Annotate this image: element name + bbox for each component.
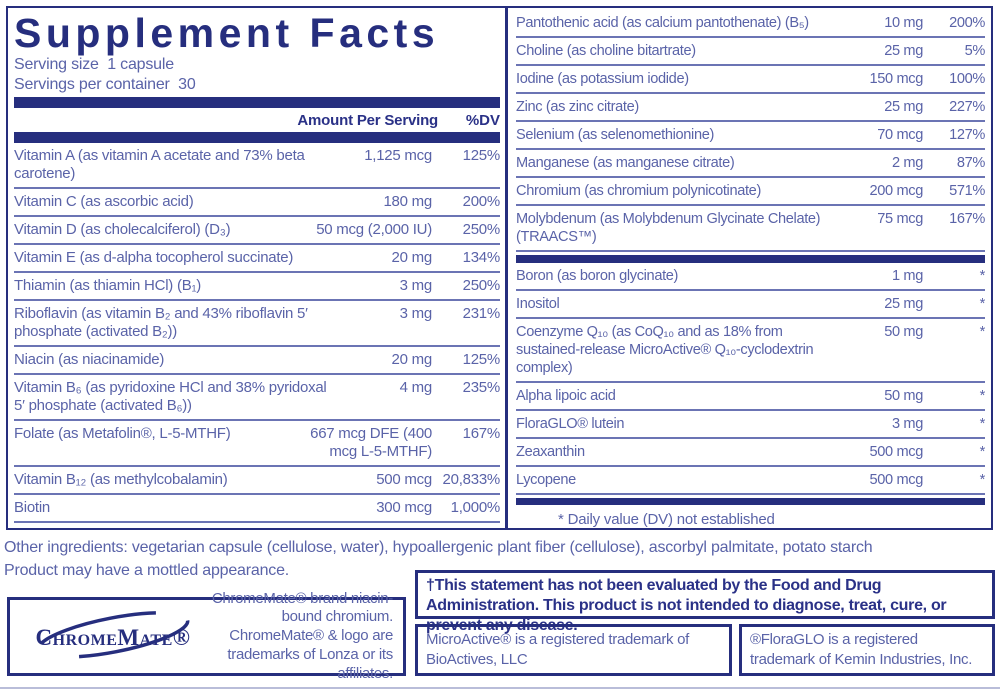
nutrient-name: Niacin (as niacinamide) [14, 351, 165, 369]
nutrient-dv: 235% [462, 379, 500, 397]
fda-disclaimer-text: †This statement has not been evaluated by the Food and Drug Administration. This product is not intended to diagnose, treat, cure, or prevent any disease. [426, 577, 947, 634]
nutrient-dv: 571% [949, 183, 985, 199]
table-row [14, 375, 500, 421]
nutrient-name: Vitamin C (as ascorbic acid) [14, 193, 194, 211]
chromemate-logo-text: ChromeMate® [35, 624, 191, 650]
nutrient-amount: 20 mg [391, 351, 432, 369]
nutrient-name: Vitamin B₆ (as pyridoxine HCl and 38% pyridoxal 5′ phosphate (activated B₆)) [14, 379, 327, 415]
nutrient-name: Biotin [14, 499, 51, 517]
nutrient-name: Molybdenum (as Molybdenum Glycinate Chelate) (TRAACS™) [516, 211, 821, 245]
microactive-trademark-text: MicroActive® is a registered trademark of BioActives, LLC [426, 631, 690, 669]
nutrient-dv: 1,000% [450, 499, 500, 517]
nutrient-dv: * [979, 387, 985, 404]
amount-header: Amount Per Serving [297, 112, 438, 130]
nutrient-dv: 227% [949, 99, 985, 115]
table-row [516, 38, 985, 66]
table-row [516, 150, 985, 178]
chromemate-trademark-text: ChromeMate® brand niacin-bound chromium. ChromeMate® & logo are trademarks of Lonza or its affiliates. [211, 589, 393, 682]
table-row [516, 263, 985, 291]
divider-bar [516, 498, 985, 506]
table-row [516, 291, 985, 319]
nutrient-dv: 100% [949, 71, 985, 87]
nutrient-dv: * [979, 295, 985, 312]
table-row [14, 143, 500, 189]
nutrient-name: Zinc (as zinc citrate) [516, 99, 639, 115]
nutrient-dv: 134% [462, 249, 500, 267]
nutrient-amount: 3 mg [891, 415, 923, 432]
bottom-divider-line [0, 687, 1000, 689]
microactive-box [415, 624, 732, 676]
dv-footnote: * Daily value (DV) not established [558, 511, 775, 528]
nutrient-dv: 250% [462, 221, 500, 239]
nutrient-dv: 125% [462, 147, 500, 165]
nutrient-amount: 75 mcg [877, 211, 923, 227]
table-row [14, 495, 500, 523]
nutrient-dv: 167% [462, 425, 500, 443]
nutrient-name: Coenzyme Q₁₀ (as CoQ₁₀ and as 18% from sustained-release MicroActive® Q₁₀-cyclodextrin complex) [516, 323, 814, 376]
table-row [14, 245, 500, 273]
nutrient-dv: 200% [462, 193, 500, 211]
chromemate-box [7, 589, 406, 682]
table-row [14, 467, 500, 495]
nutrient-amount: 200 mcg [869, 183, 923, 199]
nutrient-amount: 20 mg [391, 249, 432, 267]
nutrient-dv: * [979, 415, 985, 432]
nutrient-amount: 500 mcg [869, 471, 923, 488]
nutrient-amount: 10 mg [884, 15, 923, 31]
chromemate-logo [18, 608, 208, 666]
dv-header: %DV [465, 112, 500, 130]
table-row [516, 94, 985, 122]
nutrient-amount: 180 mg [383, 193, 432, 211]
divider-bar [14, 97, 500, 108]
nutrient-name: Chromium (as chromium polynicotinate) [516, 183, 761, 199]
nutrient-dv: 125% [462, 351, 500, 369]
table-row [516, 467, 985, 495]
nutrient-dv: 167% [949, 211, 985, 227]
nutrient-name: FloraGLO® lutein [516, 415, 625, 432]
nutrient-dv: 87% [956, 155, 985, 171]
nutrient-amount: 25 mg [884, 43, 923, 59]
nutrient-amount: 150 mcg [869, 71, 923, 87]
nutrient-name: Riboflavin (as vitamin B₂ and 43% riboflavin 5′ phosphate (activated B₂)) [14, 305, 308, 341]
nutrient-name: Vitamin D (as cholecalciferol) (D₃) [14, 221, 231, 239]
nutrient-name: Vitamin E (as d-alpha tocopherol succinate) [14, 249, 294, 267]
nutrient-amount: 25 mg [884, 99, 923, 115]
nutrient-name: Inositol [516, 295, 560, 312]
nutrient-dv: 127% [949, 127, 985, 143]
nutrient-name: Lycopene [516, 471, 576, 488]
nutrient-name: Manganese (as manganese citrate) [516, 155, 735, 171]
nutrient-name: Choline (as choline bitartrate) [516, 43, 696, 59]
nutrient-name: Vitamin B₁₂ (as methylcobalamin) [14, 471, 228, 489]
nutrient-amount: 1,125 mcg [364, 147, 432, 165]
nutrient-dv: * [979, 323, 985, 340]
left-column [8, 8, 505, 528]
supplement-facts-panel [6, 6, 993, 530]
nutrient-dv: 20,833% [442, 471, 500, 489]
divider-bar [14, 132, 500, 143]
table-row [516, 206, 985, 252]
nutrient-name: Vitamin A (as vitamin A acetate and 73% beta carotene) [14, 147, 305, 183]
nutrient-amount: 50 mg [884, 323, 923, 340]
nutrient-dv: * [979, 267, 985, 284]
table-row [14, 347, 500, 375]
floraglo-trademark-text: ®FloraGLO is a registered trademark of Kemin Industries, Inc. [750, 631, 973, 669]
nutrient-dv: 250% [462, 277, 500, 295]
table-row [14, 189, 500, 217]
nutrient-amount: 500 mcg [869, 443, 923, 460]
table-row [516, 10, 985, 38]
nutrient-amount: 70 mcg [877, 127, 923, 143]
nutrient-amount: 50 mg [884, 387, 923, 404]
nutrient-name: Boron (as boron glycinate) [516, 267, 679, 284]
divider-bar [516, 255, 985, 263]
nutrient-dv: 5% [964, 43, 985, 59]
table-row [14, 217, 500, 245]
nutrient-name: Thiamin (as thiamin HCl) (B₁) [14, 277, 202, 295]
servings-per-container: Servings per container 30 [14, 75, 196, 93]
nutrient-amount: 25 mg [884, 295, 923, 312]
table-row [516, 383, 985, 411]
table-row [516, 439, 985, 467]
nutrient-dv: 231% [462, 305, 500, 323]
nutrient-amount: 3 mg [399, 277, 432, 295]
table-row [516, 319, 985, 383]
nutrient-dv: * [979, 443, 985, 460]
nutrient-name: Pantothenic acid (as calcium pantothenate) (B₅) [516, 15, 809, 31]
table-row [516, 411, 985, 439]
table-row [516, 122, 985, 150]
right-column [505, 8, 991, 528]
nutrient-name: Alpha lipoic acid [516, 387, 616, 404]
nutrient-amount: 4 mg [399, 379, 432, 397]
nutrient-amount: 3 mg [399, 305, 432, 323]
table-row [516, 178, 985, 206]
nutrient-dv: 200% [949, 15, 985, 31]
nutrient-dv: * [979, 471, 985, 488]
other-ingredients-line2: Product may have a mottled appearance. [4, 562, 290, 580]
table-row [516, 66, 985, 94]
table-row [14, 421, 500, 467]
nutrient-amount: 50 mcg (2,000 IU) [316, 221, 432, 239]
other-ingredients-line1: Other ingredients: vegetarian capsule (cellulose, water), hypoallergenic plant fiber (cellulose), ascorbyl palmitate, potato starch [4, 539, 873, 556]
table-row [14, 301, 500, 347]
panel-title: Supplement Facts [14, 10, 440, 56]
column-header-row [14, 108, 500, 132]
nutrient-name: Iodine (as potassium iodide) [516, 71, 689, 87]
serving-size: Serving size 1 capsule [14, 56, 174, 74]
nutrient-amount: 1 mg [891, 267, 923, 284]
nutrient-name: Selenium (as selenomethionine) [516, 127, 714, 143]
table-row [14, 273, 500, 301]
nutrient-amount: 500 mcg [376, 471, 432, 489]
floraglo-box [739, 624, 995, 676]
nutrient-amount: 300 mcg [376, 499, 432, 517]
nutrient-name: Zeaxanthin [516, 443, 585, 460]
nutrient-name: Folate (as Metafolin®, L-5-MTHF) [14, 425, 231, 443]
fda-disclaimer-box [415, 570, 995, 634]
nutrient-amount: 2 mg [891, 155, 923, 171]
nutrient-amount: 667 mcg DFE (400 mcg L-5-MTHF) [310, 425, 432, 461]
